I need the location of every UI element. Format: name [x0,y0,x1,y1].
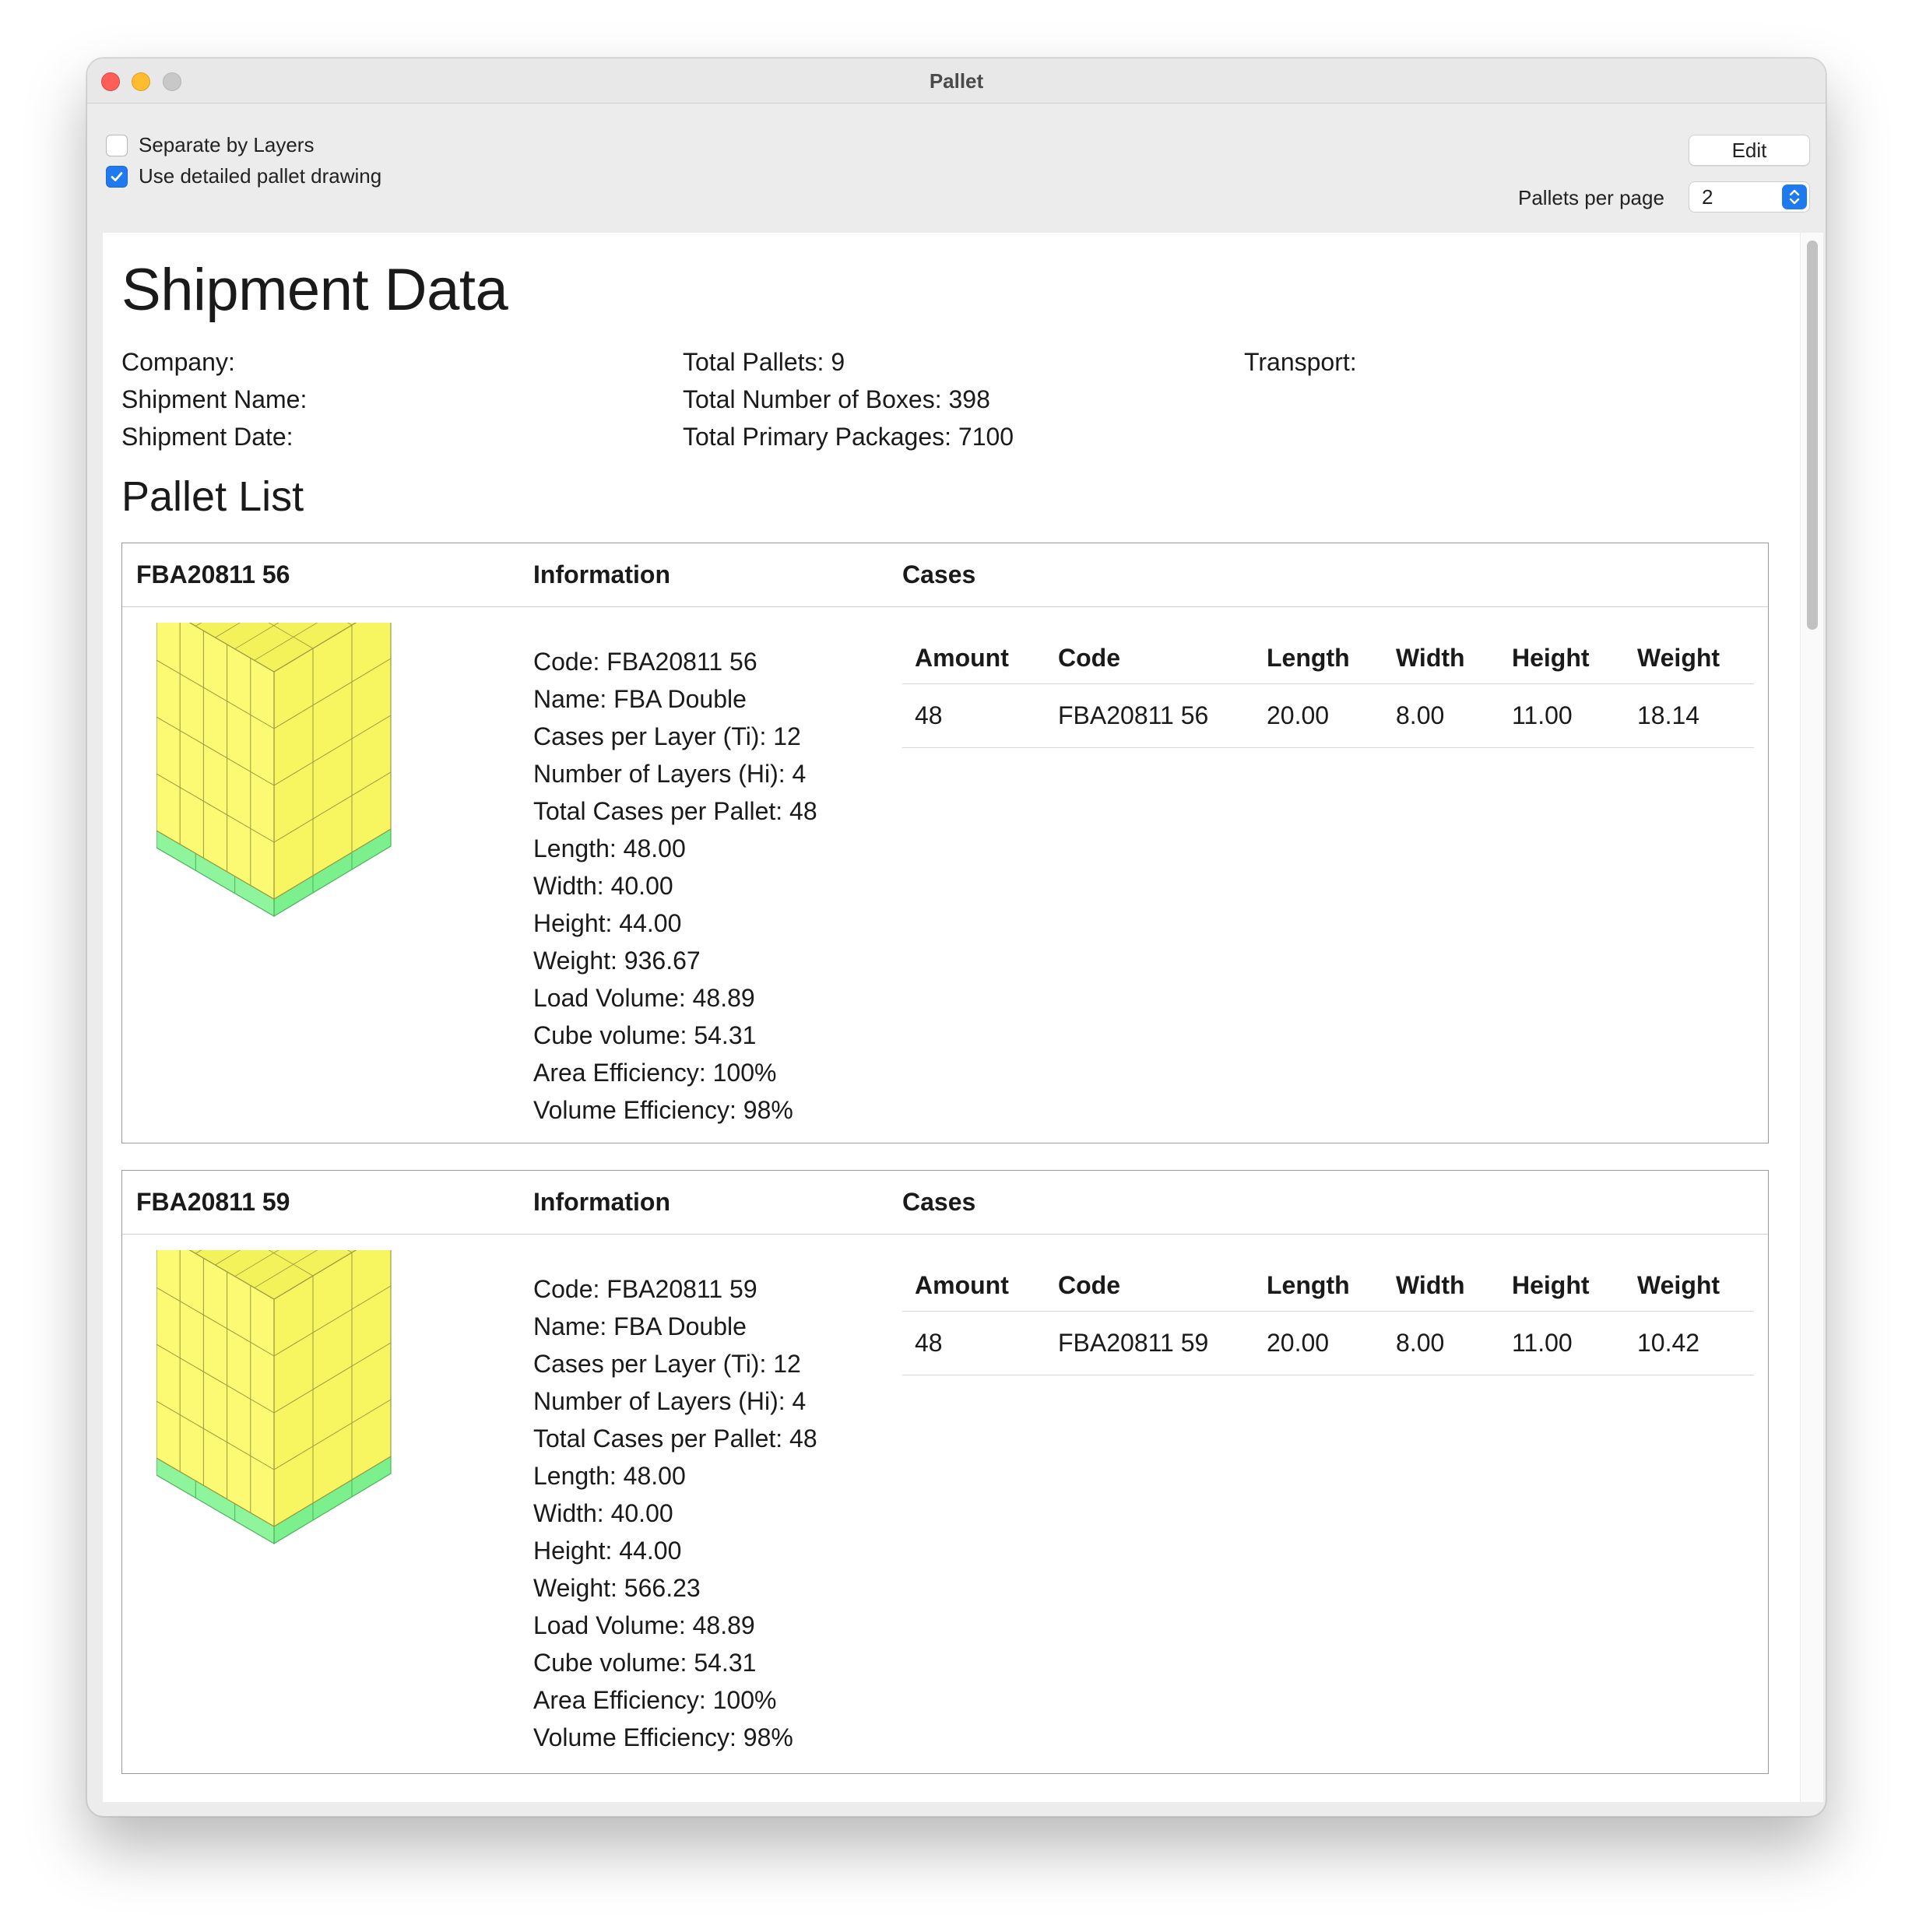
cell-width: 8.00 [1383,1311,1499,1375]
col-length: Length [1254,634,1383,683]
pallet-card [121,543,1769,1143]
shipment-meta-col-1 [121,343,307,455]
cell-code: FBA20811 56 [1046,683,1254,747]
report-view [103,233,1800,1802]
title-bar [87,58,1826,104]
info-weight: Weight: 566.23 [533,1574,701,1602]
col-width: Width [1383,1261,1499,1311]
detailed-drawing-option[interactable] [106,164,381,188]
total-pallets: Total Pallets: 9 [683,348,845,376]
col-weight: Weight [1625,1261,1754,1311]
info-cases-per-layer: Cases per Layer (Ti): 12 [533,722,801,750]
info-cases-per-layer: Cases per Layer (Ti): 12 [533,1350,801,1378]
pallet-drawing [156,1250,429,1569]
cell-length: 20.00 [1254,683,1383,747]
vertical-scrollbar[interactable] [1800,233,1823,1802]
cases-header: Cases [902,560,976,588]
info-weight: Weight: 936.67 [533,947,701,975]
info-total-cases: Total Cases per Pallet: 48 [533,797,817,825]
pallet-card [121,1170,1769,1774]
cell-width: 8.00 [1383,683,1499,747]
info-length: Length: 48.00 [533,834,686,862]
total-boxes: Total Number of Boxes: 398 [683,385,990,413]
info-volume-efficiency: Volume Efficiency: 98% [533,1096,793,1124]
detailed-drawing-checkbox[interactable] [106,166,128,188]
pallet-id: FBA20811 59 [136,1188,290,1216]
info-name: Name: FBA Double [533,685,747,713]
pallet-card-header [122,1171,1768,1235]
cell-length: 20.00 [1254,1311,1383,1375]
pallet-list-title: Pallet List [121,473,304,520]
col-amount: Amount [902,1261,1046,1311]
pallet-drawing [156,623,429,942]
cell-weight: 18.14 [1625,683,1754,747]
col-height: Height [1499,1261,1625,1311]
cell-amount: 48 [902,1311,1046,1375]
separate-layers-label: Separate by Layers [139,133,315,156]
cases-table [902,634,1754,748]
info-total-cases: Total Cases per Pallet: 48 [533,1424,817,1453]
information-header: Information [533,1188,670,1216]
col-amount: Amount [902,634,1046,683]
info-name: Name: FBA Double [533,1312,747,1340]
col-code: Code [1046,1261,1254,1311]
table-row [902,1311,1754,1375]
total-primary-packages: Total Primary Packages: 7100 [683,423,1014,451]
cell-amount: 48 [902,683,1046,747]
edit-button[interactable]: Edit [1689,135,1810,166]
info-load-volume: Load Volume: 48.89 [533,984,755,1012]
info-width: Width: 40.00 [533,872,673,900]
cases-table [902,1261,1754,1375]
cell-weight: 10.42 [1625,1311,1754,1375]
info-volume-efficiency: Volume Efficiency: 98% [533,1723,793,1751]
info-height: Height: 44.00 [533,1537,682,1565]
pallet-window [86,58,1826,1817]
col-length: Length [1254,1261,1383,1311]
info-width: Width: 40.00 [533,1499,673,1527]
company-label: Company: [121,348,235,376]
col-width: Width [1383,634,1499,683]
col-code: Code [1046,634,1254,683]
shipment-meta-col-3 [1244,343,1357,381]
updown-chevron-icon [1782,184,1807,209]
scrollbar-thumb[interactable] [1807,241,1818,630]
info-height: Height: 44.00 [533,909,682,937]
pallets-per-page-value: 2 [1702,185,1713,209]
information-header: Information [533,560,670,588]
cases-header-row [902,634,1754,683]
detailed-drawing-label: Use detailed pallet drawing [139,164,382,188]
shipment-title: Shipment Data [121,257,508,323]
info-area-efficiency: Area Efficiency: 100% [533,1059,777,1087]
pallet-info [533,643,817,1129]
pallet-info [533,1270,817,1756]
col-height: Height [1499,634,1625,683]
cell-height: 11.00 [1499,1311,1625,1375]
col-weight: Weight [1625,634,1754,683]
info-number-of-layers: Number of Layers (Hi): 4 [533,1387,807,1415]
cell-height: 11.00 [1499,683,1625,747]
separate-layers-option[interactable] [106,133,314,157]
info-number-of-layers: Number of Layers (Hi): 4 [533,760,807,788]
info-load-volume: Load Volume: 48.89 [533,1611,755,1639]
pallets-per-page-select[interactable] [1689,181,1810,213]
window-title: Pallet [929,69,984,93]
info-cube-volume: Cube volume: 54.31 [533,1649,757,1677]
shipment-meta-col-2 [683,343,1014,455]
cases-header: Cases [902,1188,976,1216]
info-length: Length: 48.00 [533,1462,686,1490]
info-area-efficiency: Area Efficiency: 100% [533,1686,777,1714]
cell-code: FBA20811 59 [1046,1311,1254,1375]
info-code: Code: FBA20811 56 [533,648,757,676]
table-row [902,683,1754,747]
pallets-per-page-label: Pallets per page [1518,186,1664,209]
info-code: Code: FBA20811 59 [533,1275,757,1303]
checkmark-icon [109,169,125,184]
shipment-date-label: Shipment Date: [121,423,293,451]
cases-header-row [902,1261,1754,1311]
separate-layers-checkbox[interactable] [106,135,128,156]
info-cube-volume: Cube volume: 54.31 [533,1021,757,1049]
shipment-name-label: Shipment Name: [121,385,308,413]
transport-label: Transport: [1244,348,1357,376]
pallet-card-header [122,543,1768,607]
pallet-id: FBA20811 56 [136,560,290,588]
